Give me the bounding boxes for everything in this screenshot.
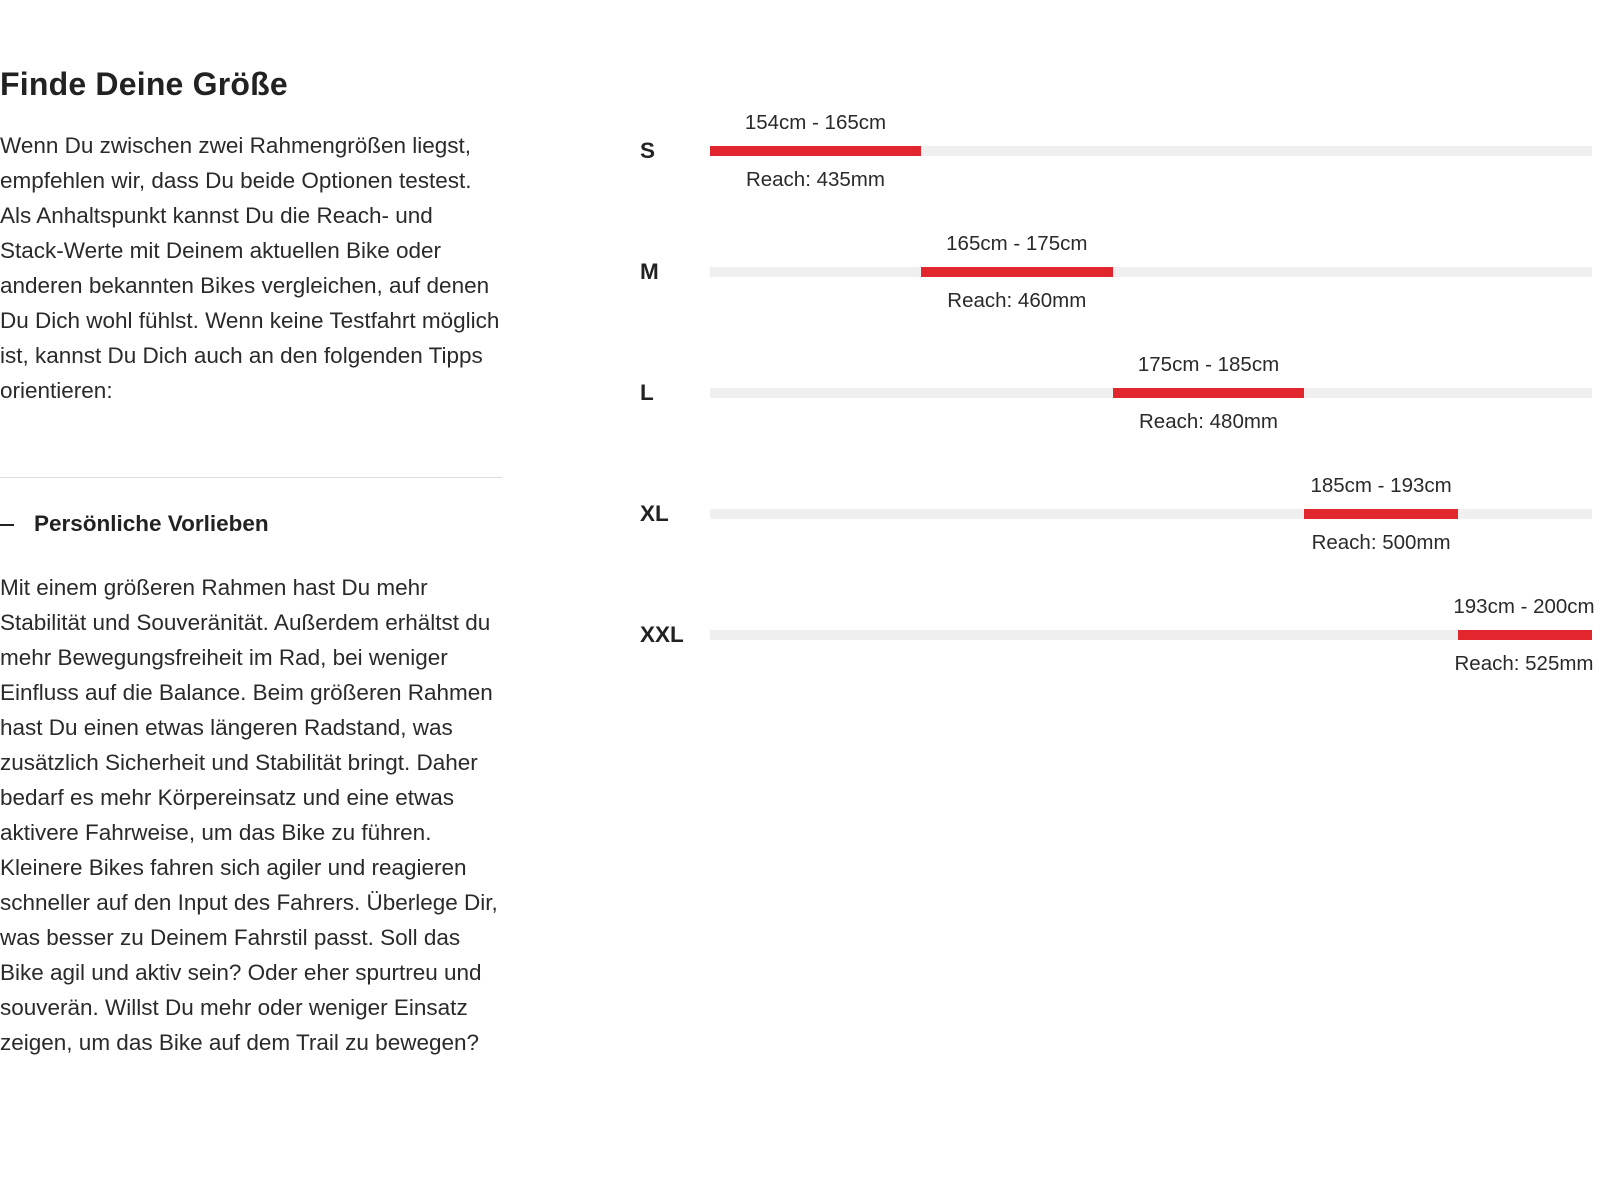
height-range-bar [710,146,921,156]
reach-label: Reach: 460mm [947,289,1087,312]
size-label: XL [640,501,669,526]
size-row-l [620,306,1600,433]
accordion-title: Persönliche Vorlieben [34,511,269,536]
size-label: S [640,138,656,163]
size-track [710,509,1592,519]
size-label: L [640,380,654,405]
divider [0,477,502,478]
reach-label: Reach: 480mm [1139,410,1279,433]
size-chart [620,0,1600,700]
height-range-label: 154cm - 165cm [744,111,887,134]
minus-icon [0,524,14,526]
size-row-xl [620,427,1600,554]
height-range-bar [921,267,1113,277]
accordion-body: Mit einem größeren Rahmen hast Du mehr Stabilität und Souveränität. Außerdem erhältst du mehr Bewegungsfreiheit im Rad, bei weniger Einfluss auf die Balance. Beim größeren Rahmen hast Du einen etwas längeren Radstand, was zusätzlich Sicherheit und Stabilität bringt. Daher bedarf es mehr Körpereinsatz und eine etwas aktivere Fahrweise, um das Bike zu führen. Kleinere Bikes fahren sich agiler und reagieren schneller auf den Input des Fahrers. Überlege Dir, was besser zu Deinem Fahrstil passt. Soll das Bike agil und aktiv sein? Oder eher spurtreu und souverän. Willst Du mehr oder weniger Einsatz zeigen, um das Bike auf dem Trail zu bewegen? [0,575,498,1055]
height-range-label: 165cm - 175cm [946,232,1088,255]
height-range-bar [1113,388,1305,398]
size-track [710,146,1592,156]
size-row-xxl [620,548,1600,675]
height-range-label: 193cm - 200cm [1453,595,1595,618]
size-row-s [620,64,1600,191]
height-range-label: 175cm - 185cm [1137,353,1280,376]
reach-label: Reach: 500mm [1311,531,1451,554]
intro-paragraph: Wenn Du zwischen zwei Rahmengrößen liegst, empfehlen wir, dass Du beide Optionen testest. Als Anhaltspunkt kannst Du die Reach- und Stack-Werte mit Deinem aktuellen Bike oder anderen bekannten Bikes vergleichen, auf denen Du Dich wohl fühlst. Wenn keine Testfahrt möglich ist, kannst Du Dich auch an den folgenden Tipps orientieren: [0,133,500,403]
page-title: Finde Deine Größe [0,66,288,102]
size-track [710,630,1592,640]
size-label: M [640,259,659,284]
size-row-m [620,185,1600,312]
size-label: XXL [640,622,684,647]
reach-label: Reach: 435mm [745,168,885,191]
height-range-bar [1458,630,1592,640]
reach-label: Reach: 525mm [1454,652,1594,675]
height-range-label: 185cm - 193cm [1310,474,1452,497]
accordion-toggle-personal-preferences[interactable] [0,508,502,544]
size-track [710,388,1592,398]
size-track [710,267,1592,277]
height-range-bar [1304,509,1457,519]
